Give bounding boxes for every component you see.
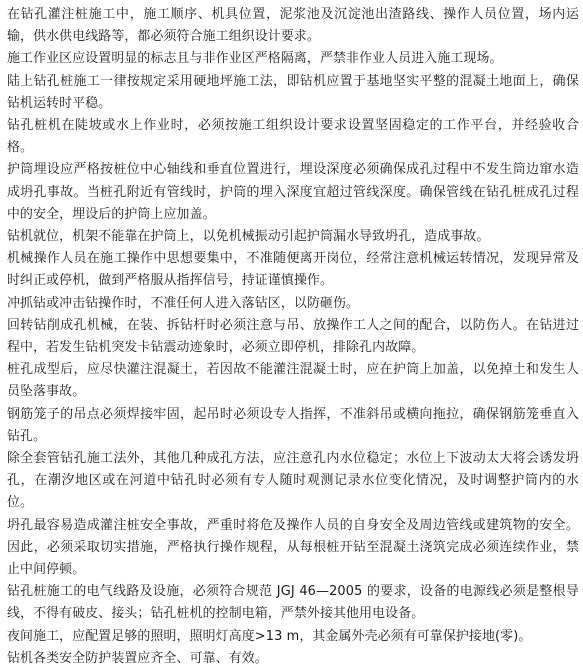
paragraph-3: 陆上钻孔桩施工一律按规定采用硬地坪施工法，即钻机应置于基地坚实平整的混凝土地面上，确保钻机运转时平稳。 <box>7 73 579 111</box>
paragraph-7: 机械操作人员在施工操作中思想要集中，不准随便离开岗位，经常注意机械运转情况，发现异常及时纠正或停机，做到严格服从指挥信号，持证谨慎操作。 <box>7 251 579 289</box>
paragraph-14: 钻孔桩施工的电气线路及设施，必须符合规范 JGJ 46—2005 的要求，设备的电源线必须是整根导线，不得有破皮、接头；钻孔桩机的控制电箱，严禁外接其他用电设备。 <box>7 584 579 622</box>
paragraph-11: 钢筋笼子的吊点必须焊接牢固，起吊时必须设专人指挥，不准斜吊或横向拖拉，确保钢筋笼垂直入钻孔。 <box>7 406 579 444</box>
paragraph-6: 钻机就位，机架不能靠在护筒上，以免机械振动引起护筒漏水导致坍孔，造成事故。 <box>7 229 490 245</box>
paragraph-10: 桩孔成型后，应尽快灌注混凝土，若因故不能灌注混凝土时，应在护筒上加盖，以免掉土和发生人员坠落事故。 <box>7 362 579 400</box>
paragraph-4: 钻孔桩机在陡坡或水上作业时，必须按施工组织设计要求设置坚固稳定的工作平台，并经验收合格。 <box>7 118 579 156</box>
paragraph-15: 夜间施工，应配置足够的照明，照明灯高度>13 m，其金属外壳必须有可靠保护接地(零)。 <box>7 628 532 644</box>
paragraph-5: 护筒埋设应严格按桩位中心轴线和垂直位置进行，埋设深度必须确保成孔过程中不发生筒边窜水造成坍孔事故。当桩孔附近有管线时，护筒的埋入深度宜超过管线深度。确保管线在钻孔桩成孔过程中的安全，埋设后的护筒上应加盖。 <box>7 162 579 222</box>
paragraph-1: 在钻孔灌注桩施工中，施工顺序、机具位置，泥浆池及沉淀池出渣路线、操作人员位置，场内运输，供水供电线路等，都必须符合施工组织设计要求。 <box>7 7 579 45</box>
paragraph-13: 坍孔最容易造成灌注桩安全事故，严重时将危及操作人员的自身安全及周边管线或建筑物的安全。因此，必须采取切实措施，严格执行操作规程，从每根桩开钻至混凝土浇筑完成必须连续作业，禁止中间停顿。 <box>7 517 579 578</box>
paragraph-9: 回转钻削成孔机械，在装、拆钻杆时必须注意与吊、放操作工人之间的配合，以防伤人。在钻进过程中，若发生钻机突发卡钻震动迹象时，必须立即停机，排除孔内故障。 <box>7 317 579 356</box>
paragraph-2: 施工作业区应设置明显的标志且与非作业区严格隔离，严禁非作业人员进入施工现场。 <box>7 51 503 67</box>
paragraph-8: 冲抓钻或冲击钻操作时，不准任何人进入落钻区，以防砸伤。 <box>7 295 360 311</box>
paragraph-16: 钻机各类安全防护装置应齐全、可靠、有效。 <box>7 650 268 666</box>
paragraph-12: 除全套管钻孔施工法外，其他几种成孔方法，应注意孔内水位稳定；水位上下波动太大将会诱发坍孔，在潮汐地区或在河道中钻孔时必须有专人随时观测记录水位变化情况，及时调整护筒内的水位。 <box>7 451 579 511</box>
